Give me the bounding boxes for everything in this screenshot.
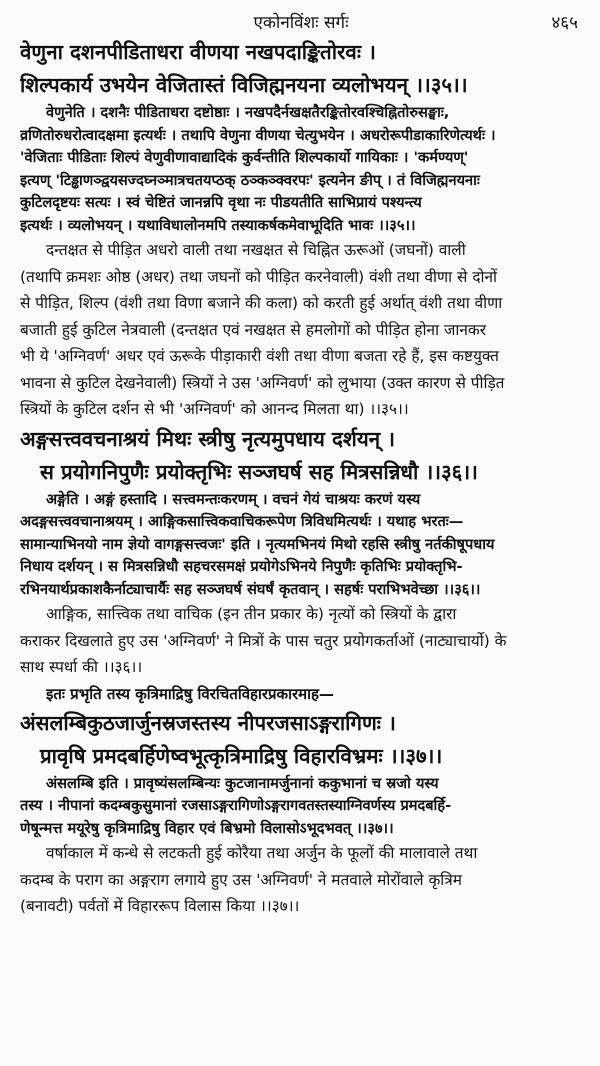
hindi-translation-line: कराकर दिखलाते हुए उस 'अग्निवर्ण' ने मित्रों के पास चतुर प्रयोगकर्ताओं (नाट्याचार्यो) के [20, 631, 507, 650]
verse-line: स प्रयोगनिपुणैः प्रयोक्तृभिः सञ्जघर्ष सह मित्रसन्निधौ ।।३६।। [40, 459, 478, 484]
verse-line: वेणुना दशनपीडिताधरा वीणया नखपदाङ्कितोरवः । [20, 40, 376, 64]
verse [20, 36, 582, 102]
hindi-translation-line: भावना से कुटिल देखनेवाली) स्त्रियों ने उस 'अग्निवर्ण' को लुभाया (उक्त कारण से पीड़ित [20, 373, 505, 392]
page-content [20, 36, 582, 920]
sanskrit-commentary-line: णेषून्मत्त मयूरेषु कृत्रिमाद्रिषु विहार एवं बिभ्रमो विलासोऽभूदभवत् ।।३७।। [20, 819, 394, 837]
sanskrit-commentary-line: कुटिलदृष्टयः सत्यः । स्वं चेष्टितं जानन्नपि वृथा नः पीडयतीति साभिप्रायं पश्यन्त्य [20, 194, 422, 211]
sanskrit-commentary-line: रभिनयार्थप्रकाशकैर्नाट्याचार्यैः सह सञ्जघर्ष संघर्षं कृतवान् । सहर्षः पराभिभवेच्छा ।।३६।। [20, 580, 481, 598]
sanskrit-commentary-line: व्रणितोरुधरोत्वादक्षमा इत्यर्थः । तथापि वेणुना वीणया चेत्युभयेन । अधरोरूपीडाकारिणेत्यर्थः । [20, 126, 496, 144]
hindi-translation [20, 237, 582, 423]
page-header [20, 6, 582, 36]
sanskrit-commentary-line: अदङ्गसत्त्ववचानाश्रयम् । आङ्गिकसात्त्विकवाचिकरूपेण त्रिविधमित्यर्थः । यथाह भरतः— [20, 513, 464, 530]
sanskrit-commentary [20, 773, 582, 841]
hindi-translation-line: स्त्रियों के कुटिल दर्शन से भी 'अग्निवर्ण' को आनन्द मिलता था) ।।३५।। [20, 400, 409, 418]
sanskrit-commentary-line: वेणुनेति । दशनैः पीडिताधरा दष्टोष्ठाः । नखपदैर्नखक्षतैरङ्कितोरवश्चिह्नितोरुसङ्घाः, [46, 104, 450, 121]
page-number: ४६५ [551, 13, 578, 33]
sanskrit-commentary [20, 489, 582, 602]
hindi-translation-line: दन्तक्षत से पीड़ित अधरो वाली तथा नखक्षत से चिह्नित ऊरूओं (जघनों) वाली [46, 241, 466, 259]
sanskrit-commentary-line: 'वेजिताः पीडिताः शिल्पं वेणुवीणावाद्यादिकं कुर्वन्तीति शिल्पकार्यो गायिकाः । 'कर्मण्यण्' [20, 149, 469, 166]
verse-line: शिल्पकार्य उभयेन वेजितास्तं विजिह्मनयना व्यलोभयन् ।।३५।। [20, 73, 468, 97]
sanskrit-commentary-line: अङ्गेति । अङ्गं हस्तादि । सत्त्वमन्तःकरणम् । वचनं गेयं चाश्रयः करणं यस्य [46, 490, 421, 508]
sanskrit-commentary-line: अंसलम्बि इति । प्रावृष्यंसलम्बिन्यः कुटजानामर्जुनानां ककुभानां च स्रजो यस्य [46, 774, 439, 792]
verse [20, 423, 582, 489]
hindi-translation-line: (तथापि क्रमशः ओष्ठ (अधर) तथा जघनों को पीड़ित करनेवाली) वंशी तथा वीणा से दोनों [20, 267, 497, 286]
sanskrit-commentary-line: निधाय दर्शयन् । स मित्रसन्निधौ सहचरसमक्षं प्रयोगेऽभिनये निपुणैः कृतिभिः प्रयोक्तृभि- [20, 558, 463, 575]
sanskrit-commentary-line: इत्यण् 'टिड्ढाणञ्द्वयसज्दघ्नञ्मात्रचतयप्ठक् ठञ्कञ्क्वरपः' इत्यनेन ङीप् । तं विजिह्मनयनाः [20, 171, 480, 189]
hindi-translation-line: से पीड़ित, शिल्प (वंशी तथा विणा बजाने की कला) को करती हुई अर्थात् वंशी तथा वीणा [20, 294, 503, 312]
verse-line: अङ्गसत्त्ववचनाश्रयं मिथः स्त्रीषु नृत्यमुपधाय दर्शयन् । [20, 426, 396, 451]
sanskrit-commentary-line: सामान्याभिनयो नाम ज्ञेयो वागङ्गसत्त्वजः' इति । नृत्यमभिनयं मिथो रहसि स्त्रीषु नर्तकीषूपधाय [20, 535, 495, 553]
hindi-translation-line: साथ स्पर्धा की ।।३६।। [20, 658, 143, 676]
hindi-translation-line: बजाती हुई कुटिल नेत्रवाली (दन्तक्षत एवं नखक्षत से हमलोगों को पीड़ित होना जानकर [20, 320, 487, 339]
sanskrit-commentary-line: इत्यर्थः । व्यलोभयन् । यथाविधालोनमपि तस्याकर्षकमेवाभूदिति भावः ।।३५।। [20, 216, 416, 234]
hindi-translation [20, 840, 582, 920]
verse-line: प्रावृषि प्रमदबर्हिणेष्वभूत्कृत्रिमाद्रिषु विहारविभ्रमः ।।३७।। [40, 743, 443, 768]
hindi-translation-line: वर्षाकाल में कन्धे से लटकती हुई कोरैया तथा अर्जुन के फूलों की मालावाले तथा [46, 844, 478, 862]
verse [20, 707, 582, 773]
introduction-line [20, 681, 582, 707]
hindi-translation-line: भी ये 'अग्निवर्ण' अधर एवं ऊरूके पीड़ाकारी वंशी तथा वीणा बजता रहे हैं, इस कष्टयुक्त [20, 347, 499, 365]
introduction-line-line: इतः प्रभृति तस्य कृत्रिमाद्रिषु विरचितविहारप्रकारमाह— [46, 684, 334, 703]
hindi-translation-line: (बनावटी) पर्वतों में विहाररूप विलास किया ।।३७।। [20, 897, 300, 915]
sanskrit-commentary [20, 102, 582, 237]
hindi-translation [20, 601, 582, 681]
hindi-translation-line: आङ्गिक, सात्त्विक तथा वाचिक (इन तीन प्रकार के) नृत्यों को स्त्रियों के द्वारा [46, 605, 457, 623]
verse-line: अंसलम्बिकुठजार्जुनस्रजस्तस्य नीपरजसाऽङ्गरागिणः । [20, 710, 396, 735]
hindi-translation-line: कदम्ब के पराग का अङ्गराग लगाये हुए उस 'अग्निवर्ण' ने मतवाले मोरोंवाले कृत्रिम [20, 870, 462, 889]
chapter-title: एकोनविंशः सर्गः [253, 13, 349, 33]
sanskrit-commentary-line: तस्य । नीपानां कदम्बकुसुमानां रजसाऽङ्गरागिणोऽङ्गरागवतस्तस्याग्निवर्णस्य प्रमदबर्हि- [20, 797, 452, 814]
